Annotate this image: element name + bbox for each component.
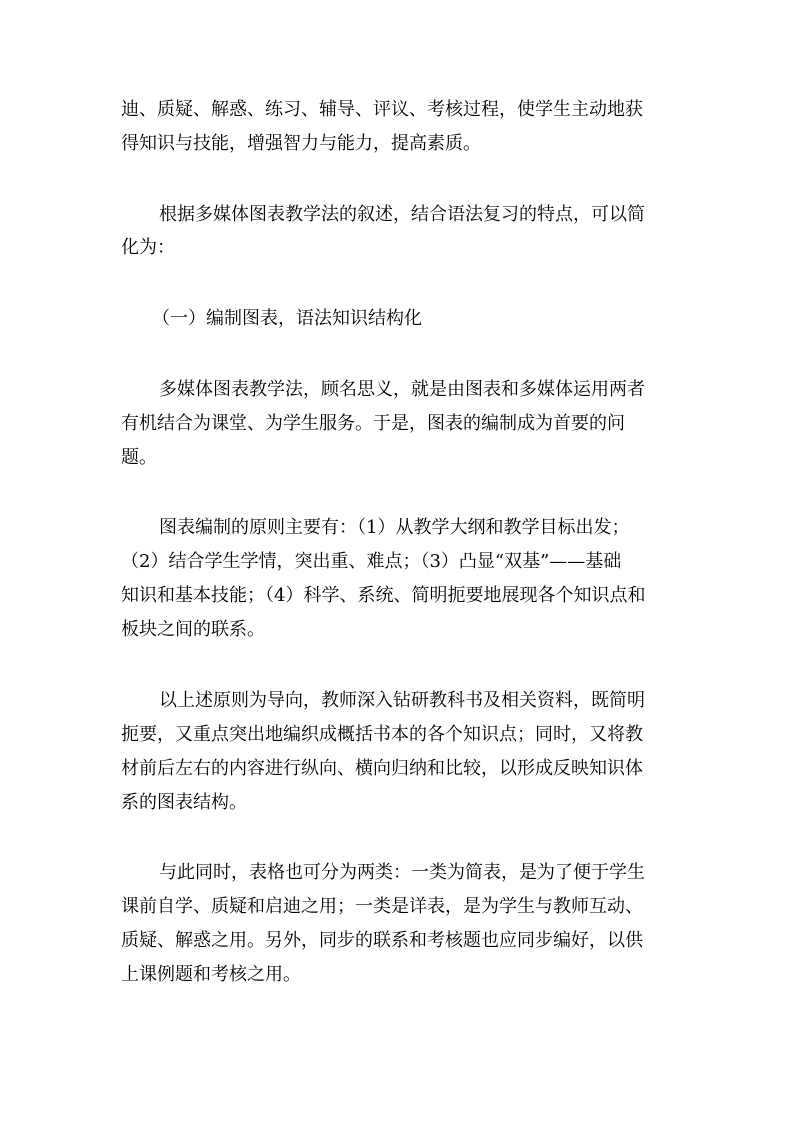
- paragraph-line: 材前后左右的内容进行纵向、横向归纳和比较，以形成反映知识体: [121, 758, 643, 779]
- paragraph-line: 知识和基本技能；（4）科学、系统、简明扼要地展现各个知识点和: [121, 585, 646, 606]
- paragraph-line: 多媒体图表教学法，顾名思义，就是由图表和多媒体运用两者: [159, 379, 645, 400]
- paragraph-line: 与此同时，表格也可分为两类：一类为简表，是为了便于学生: [159, 862, 645, 883]
- paragraph-line: 化为：: [121, 237, 175, 258]
- paragraph-line: 扼要，又重点突出地编织成概括书本的各个知识点；同时，又将教: [121, 724, 643, 745]
- paragraph-line: 根据多媒体图表教学法的叙述，结合语法复习的特点，可以简: [159, 204, 645, 225]
- paragraph-line: 系的图表结构。: [121, 792, 247, 813]
- paragraph-line: （2）结合学生学情，突出重、难点；（3）凸显“双基”——基础: [121, 551, 622, 572]
- paragraph-line: 课前自学、质疑和启迪之用；一类是详表，是为学生与教师互动、: [121, 896, 643, 917]
- section-heading: （一）编制图表，语法知识结构化: [152, 308, 422, 329]
- paragraph-line: 得知识与技能，增强智力与能力，提高素质。: [121, 133, 481, 154]
- paragraph-line: 迪、质疑、解惑、练习、辅导、评议、考核过程，使学生主动地获: [121, 99, 643, 120]
- paragraph-line: 有机结合为课堂、为学生服务。于是，图表的编制成为首要的问: [121, 413, 625, 434]
- paragraph-line: 质疑、解惑之用。另外，同步的联系和考核题也应同步编好，以供: [121, 930, 643, 951]
- paragraph-line: 以上述原则为导向，教师深入钻研教科书及相关资料，既简明: [159, 690, 645, 711]
- paragraph-line: 上课例题和考核之用。: [121, 964, 301, 985]
- paragraph-line: 板块之间的联系。: [121, 619, 265, 640]
- paragraph-line: 图表编制的原则主要有：（1）从教学大纲和教学目标出发；: [159, 517, 630, 538]
- paragraph-line: 题。: [121, 447, 157, 468]
